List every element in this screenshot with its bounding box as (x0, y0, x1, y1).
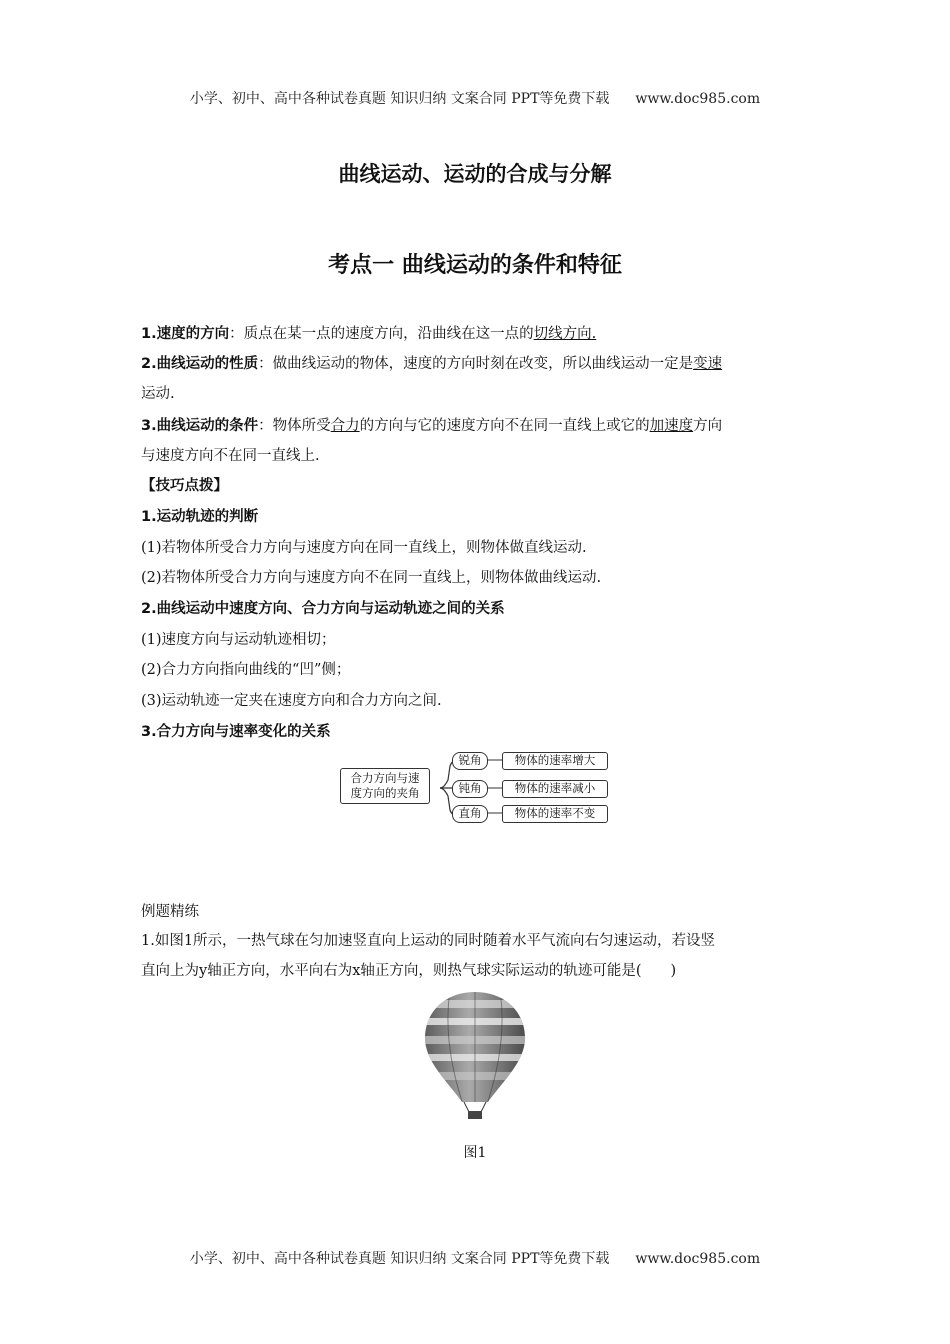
result-constant: 物体的速率不变 (502, 805, 608, 823)
point-3: 3.曲线运动的条件：物体所受合力的方向与它的速度方向不在同一直线上或它的加速度方向 (141, 418, 723, 434)
result-increase: 物体的速率增大 (502, 752, 608, 770)
result-decrease: 物体的速率减小 (502, 780, 608, 798)
tip-1a: (1)若物体所受合力方向与速度方向在同一直线上，则物体做直线运动. (141, 540, 587, 556)
footer-site[interactable]: www.doc985.com (635, 1251, 761, 1267)
point-3-tail: 与速度方向不在同一直线上. (141, 448, 320, 464)
header-text: 小学、初中、高中各种试卷真题 知识归纳 文案合同 PPT等免费下载 (189, 91, 610, 107)
question-1-line-2: 直向上为y轴正方向，水平向右为x轴正方向，则热气球实际运动的轨迹可能是( ) (141, 963, 677, 979)
page-header (0, 88, 950, 108)
angle-right: 直角 (452, 805, 488, 823)
hot-air-balloon-image (420, 990, 530, 1120)
tip-2a: (1)速度方向与运动轨迹相切； (141, 632, 336, 648)
point-2: 2.曲线运动的性质：做曲线运动的物体，速度的方向时刻在改变，所以曲线运动一定是变速 (141, 356, 723, 372)
footer-text: 小学、初中、高中各种试卷真题 知识归纳 文案合同 PPT等免费下载 (189, 1251, 610, 1267)
tip-2c: (3)运动轨迹一定夹在速度方向和合力方向之间. (141, 693, 442, 709)
section-title: 考点一 曲线运动的条件和特征 (328, 253, 622, 278)
page-footer (0, 1248, 950, 1268)
diagram-root: 合力方向与速 度方向的夹角 (340, 768, 430, 804)
tip-1-heading: 1.运动轨迹的判断 (141, 509, 259, 525)
angle-obtuse: 钝角 (452, 780, 488, 798)
tip-3-heading: 3.合力方向与速率变化的关系 (141, 724, 331, 740)
angle-diagram (340, 750, 610, 826)
examples-heading: 例题精练 (141, 904, 199, 920)
tip-2b: (2)合力方向指向曲线的“凹”侧； (141, 662, 351, 678)
figure-caption: 图1 (463, 1145, 487, 1161)
angle-acute: 锐角 (452, 752, 488, 770)
tip-1b: (2)若物体所受合力方向与速度方向不在同一直线上，则物体做曲线运动. (141, 570, 602, 586)
point-1: 1.速度的方向：质点在某一点的速度方向，沿曲线在这一点的切线方向. (141, 326, 597, 342)
tips-heading: 【技巧点拨】 (141, 478, 228, 494)
question-1-line-1: 1.如图1所示，一热气球在匀加速竖直向上运动的同时随着水平气流向右匀速运动，若设竖 (141, 933, 716, 949)
header-site[interactable]: www.doc985.com (635, 91, 761, 107)
point-2-tail: 运动. (141, 386, 175, 402)
tip-2-heading: 2.曲线运动中速度方向、合力方向与运动轨迹之间的关系 (141, 601, 505, 617)
page-title: 曲线运动、运动的合成与分解 (338, 162, 612, 186)
